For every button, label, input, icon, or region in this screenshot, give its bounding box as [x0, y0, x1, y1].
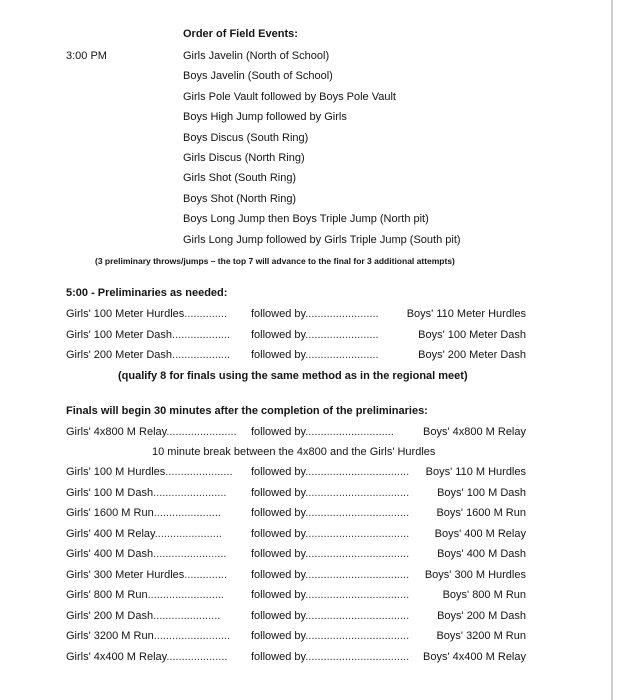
boys-event: Boys' 200 M Dash	[437, 609, 526, 622]
girls-event	[66, 569, 227, 581]
girls-event-label: Girls' 400 M Dash	[66, 548, 154, 560]
dot-leader: ........................	[305, 308, 379, 320]
followed-by-label: followed by	[251, 630, 306, 642]
followed-by-label: followed by	[251, 466, 306, 478]
dot-leader: ..................................	[305, 486, 410, 499]
followed-by	[251, 610, 409, 622]
girls-event	[66, 329, 230, 341]
followed-by-label: followed by	[251, 568, 306, 581]
girls-event-label: Girls' 100 Meter Dash	[66, 328, 173, 341]
followed-by	[251, 466, 409, 478]
followed-by	[251, 426, 394, 438]
followed-by	[251, 589, 409, 601]
prelims-note: (qualify 8 for finals using the same method as in the regional meet)	[118, 370, 468, 382]
boys-event: Boys' 110 M Hurdles	[425, 466, 526, 478]
girls-event	[66, 466, 233, 478]
followed-by	[251, 630, 409, 642]
girls-event-label: Girls' 300 Meter Hurdles	[66, 568, 185, 581]
followed-by	[251, 548, 409, 560]
girls-event-label: Girls' 1600 M Run	[66, 507, 154, 519]
girls-event	[66, 528, 222, 540]
girls-event	[66, 426, 237, 438]
boys-event: Boys' 4x800 M Relay	[423, 426, 526, 438]
boys-event: Boys' 1600 M Run	[436, 507, 526, 519]
field-note: (3 preliminary throws/jumps – the top 7 will advance to the final for 3 additional attempts)	[95, 256, 455, 266]
prelims-heading: 5:00 - Preliminaries as needed:	[66, 287, 228, 299]
field-event-item: Boys Javelin (South of School)	[183, 70, 333, 83]
followed-by-label: followed by	[251, 609, 306, 622]
girls-event	[66, 487, 226, 499]
dot-leader: ....................	[166, 650, 228, 663]
dot-leader: ......................	[153, 609, 221, 622]
dot-leader: ..................................	[305, 650, 410, 663]
boys-event: Boys' 3200 M Run	[436, 630, 526, 642]
field-event-item: Boys Long Jump then Boys Triple Jump (North pit)	[183, 213, 429, 226]
girls-event	[66, 589, 224, 601]
followed-by	[251, 528, 409, 540]
girls-event-label: Girls' 800 M Run	[66, 589, 148, 601]
dot-leader: ........................	[305, 349, 379, 361]
field-events-title: Order of Field Events:	[183, 28, 298, 40]
girls-event-label: Girls' 4x800 M Relay	[66, 426, 167, 438]
field-event-item: Boys Discus (South Ring)	[183, 131, 309, 144]
followed-by-label: followed by	[251, 548, 306, 560]
dot-leader: ......................	[153, 507, 221, 519]
followed-by-label: followed by	[251, 328, 306, 341]
field-event-item: Boys Shot (North Ring)	[183, 192, 297, 205]
field-event-item: Girls Pole Vault followed by Boys Pole Vault	[183, 90, 396, 103]
followed-by	[251, 349, 379, 361]
start-time: 3:00 PM	[66, 50, 107, 62]
girls-event	[66, 507, 221, 519]
followed-by	[251, 329, 379, 341]
field-event-item: Boys High Jump followed by Girls	[183, 111, 347, 124]
field-event-item: Girls Long Jump followed by Girls Triple Jump (South pit)	[183, 233, 461, 246]
boys-event: Boys' 400 M Dash	[437, 548, 526, 560]
dot-leader: ......................	[154, 527, 222, 540]
field-event-item: Girls Javelin (North of School)	[183, 50, 330, 62]
dot-leader: ..................................	[305, 466, 410, 478]
boys-event: Boys' 200 Meter Dash	[418, 349, 526, 361]
followed-by	[251, 487, 409, 499]
boys-event: Boys' 100 Meter Dash	[418, 328, 526, 341]
field-event-item: Girls Discus (North Ring)	[183, 152, 305, 164]
girls-event	[66, 651, 227, 663]
dot-leader: ........................	[153, 548, 227, 560]
boys-event: Boys' 4x400 M Relay	[423, 650, 526, 663]
field-event-item: Girls Shot (South Ring)	[183, 172, 297, 185]
girls-event-label: Girls' 200 Meter Dash	[66, 349, 173, 361]
break-note: 10 minute break between the 4x800 and the Girls' Hurdles	[152, 446, 436, 458]
girls-event-label: Girls' 3200 M Run	[66, 630, 154, 642]
girls-event-label: Girls' 4x400 M Relay	[66, 650, 167, 663]
dot-leader: ......................	[165, 466, 233, 478]
girls-event-label: Girls' 100 Meter Hurdles	[66, 308, 185, 320]
page-edge	[611, 0, 613, 700]
dot-leader: .......................	[166, 426, 237, 438]
dot-leader: .............................	[305, 426, 394, 438]
followed-by	[251, 308, 379, 320]
girls-event	[66, 630, 230, 642]
girls-event-label: Girls' 100 M Dash	[66, 486, 154, 499]
boys-event: Boys' 110 Meter Hurdles	[406, 308, 526, 320]
followed-by-label: followed by	[251, 507, 306, 519]
followed-by-label: followed by	[251, 527, 306, 540]
dot-leader: .........................	[147, 589, 224, 601]
dot-leader: ..................................	[305, 527, 410, 540]
girls-event-label: Girls' 100 M Hurdles	[66, 466, 166, 478]
boys-event: Boys' 800 M Run	[442, 589, 526, 601]
followed-by-label: followed by	[251, 426, 306, 438]
dot-leader: ...................	[172, 349, 231, 361]
followed-by	[251, 651, 409, 663]
dot-leader: ........................	[305, 328, 379, 341]
girls-event	[66, 349, 230, 361]
dot-leader: ...................	[172, 328, 231, 341]
followed-by	[251, 569, 409, 581]
dot-leader: ........................	[153, 486, 227, 499]
finals-heading: Finals will begin 30 minutes after the completion of the preliminaries:	[66, 405, 428, 417]
boys-event: Boys' 300 M Hurdles	[424, 568, 526, 581]
dot-leader: ..............	[184, 568, 228, 581]
dot-leader: ..................................	[305, 630, 410, 642]
followed-by-label: followed by	[251, 349, 306, 361]
followed-by	[251, 507, 409, 519]
boys-event: Boys' 100 M Dash	[437, 486, 526, 499]
dot-leader: ..................................	[305, 548, 410, 560]
dot-leader: ..................................	[305, 609, 410, 622]
boys-event: Boys' 400 M Relay	[434, 527, 526, 540]
dot-leader: ..................................	[305, 568, 410, 581]
girls-event-label: Girls' 400 M Relay	[66, 527, 155, 540]
girls-event-label: Girls' 200 M Dash	[66, 609, 154, 622]
dot-leader: ..................................	[305, 589, 410, 601]
followed-by-label: followed by	[251, 589, 306, 601]
dot-leader: ..................................	[305, 507, 410, 519]
girls-event	[66, 610, 220, 622]
girls-event	[66, 308, 227, 320]
followed-by-label: followed by	[251, 486, 306, 499]
dot-leader: .........................	[153, 630, 231, 642]
followed-by-label: followed by	[251, 308, 306, 320]
followed-by-label: followed by	[251, 650, 306, 663]
dot-leader: ..............	[184, 308, 228, 320]
girls-event	[66, 548, 226, 560]
